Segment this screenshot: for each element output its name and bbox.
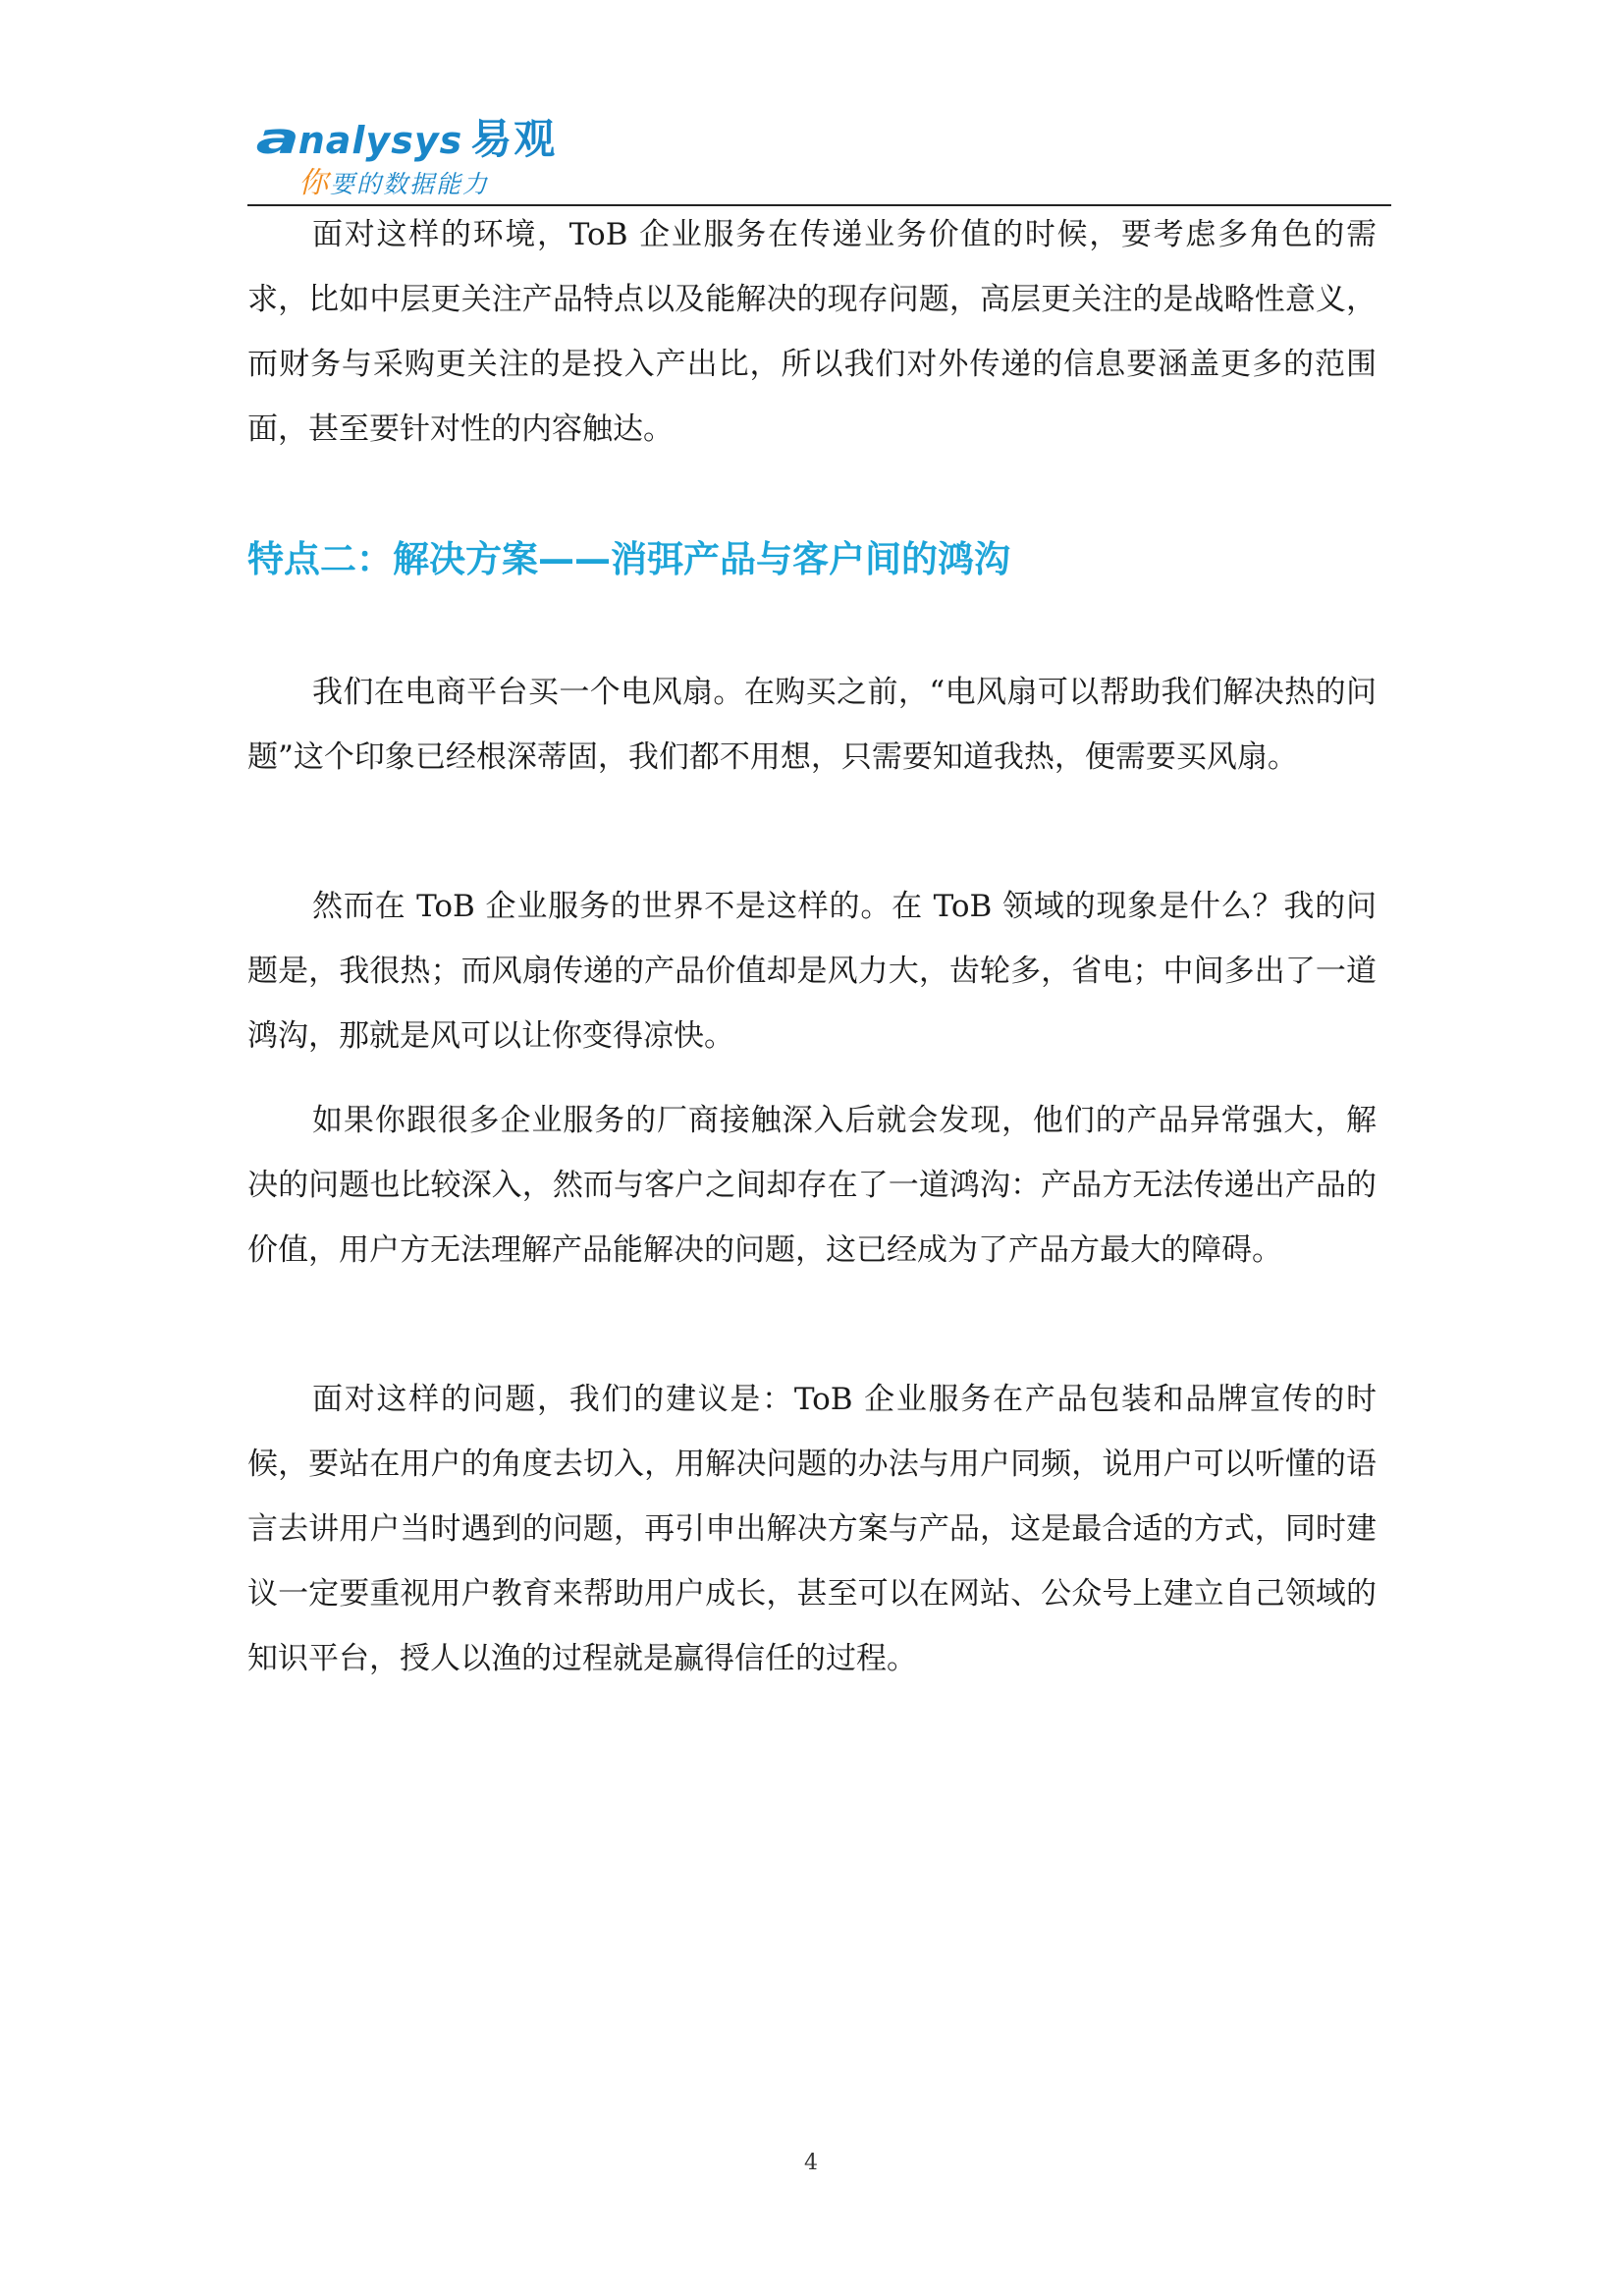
paragraph-2: 我们在电商平台买一个电风扇。在购买之前，“电风扇可以帮助我们解决热的问题”这个印象已经根深蒂固，我们都不用想，只需要知道我热，便需要买风扇。 <box>247 675 1377 775</box>
tagline-first-char: 你 <box>298 166 330 200</box>
logo-tagline <box>298 166 490 200</box>
page-number: 4 <box>804 2151 818 2175</box>
logo-chinese-name: 易观 <box>470 115 558 163</box>
paragraph-5: 面对这样的问题，我们的建议是：ToB 企业服务在产品包装和品牌宣传的时候，要站在用户的角度去切入，用解决问题的办法与用户同频，说用户可以听懂的语言去讲用户当时遇到的问题，再引申出解决方案与产品，这是最合适的方式，同时建议一定要重视用户教育来帮助用户成长，甚至可以在网站、公众号上建立自己领域的知识平台，授人以渔的过程就是赢得信任的过程。 <box>247 1382 1377 1676</box>
paragraph-3: 然而在 ToB 企业服务的世界不是这样的。在 ToB 领域的现象是什么？我的问题是，我很热；而风扇传递的产品价值却是风力大，齿轮多，省电；中间多出了一道鸿沟，那就是风可以让你变得凉快。 <box>247 889 1377 1054</box>
paragraph-1: 面对这样的环境，ToB 企业服务在传递业务价值的时候，要考虑多角色的需求，比如中层更关注产品特点以及能解决的现存问题，高层更关注的是战略性意义，而财务与采购更关注的是投入产出比，所以我们对外传递的信息要涵盖更多的范围面，甚至要针对性的内容触达。 <box>247 217 1377 447</box>
analysys-logo <box>255 114 558 206</box>
logo-word: nalysys <box>297 119 463 162</box>
tagline-rest: 要的数据能力 <box>330 170 490 198</box>
logo-a-mark-icon: a <box>255 114 300 164</box>
paragraph-4: 如果你跟很多企业服务的厂商接触深入后就会发现，他们的产品异常强大，解决的问题也比较深入，然而与客户之间却存在了一道鸿沟：产品方无法传递出产品的价值，用户方无法理解产品能解决的问题，这已经成为了产品方最大的障碍。 <box>247 1103 1377 1268</box>
logo-wordmark <box>255 114 558 164</box>
section-heading: 特点二：解决方案——消弭产品与客户间的鸿沟 <box>247 538 1010 580</box>
